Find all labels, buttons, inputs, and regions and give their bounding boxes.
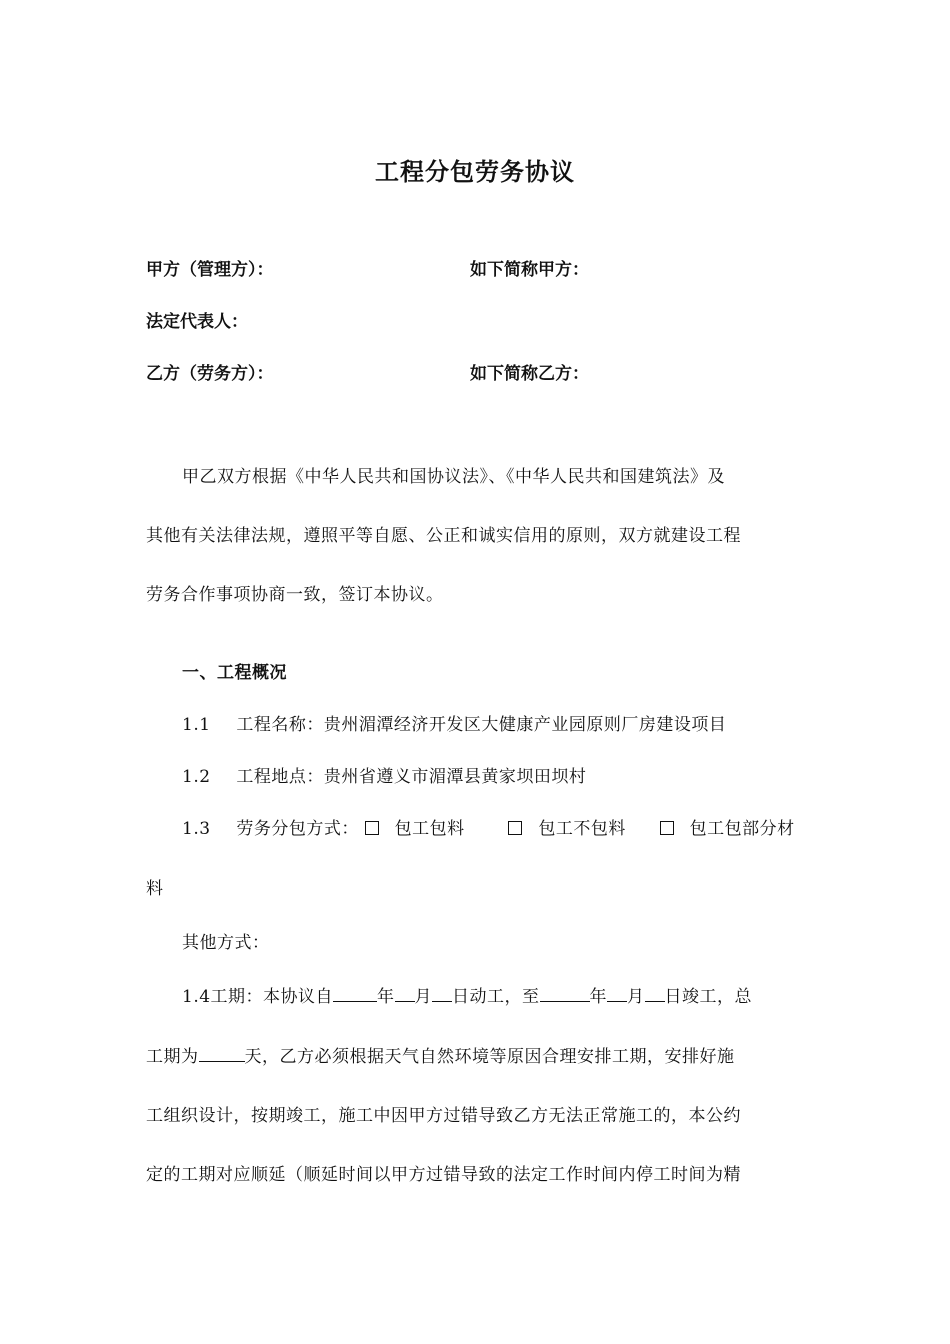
checkbox-icon[interactable] <box>660 821 674 835</box>
option-labor-and-materials: 包工包料 <box>394 819 465 839</box>
start-day-blank[interactable] <box>432 985 452 1002</box>
intro-line-2: 其他有关法律法规，遵照平等自愿、公正和诚实信用的原则，双方就建设工程 <box>146 526 741 546</box>
month-label: 月 <box>414 987 433 1007</box>
end-month-blank[interactable] <box>607 985 627 1002</box>
start-month-blank[interactable] <box>395 985 415 1002</box>
item-1-4-lead: 1.4工期：本协议自 <box>182 987 334 1007</box>
item-1-2-text: 工程地点：贵州省遵义市湄潭县黄家坝田坝村 <box>236 767 587 787</box>
total-days-blank[interactable] <box>199 1045 245 1062</box>
year-label: 年 <box>589 987 608 1007</box>
item-1-2-number: 1.2 <box>182 767 211 787</box>
document-title: 工程分包劳务协议 <box>375 158 575 186</box>
item-1-3-number: 1.3 <box>182 819 211 839</box>
party-a-label: 甲方（管理方）： <box>146 260 274 280</box>
party-a-row <box>146 255 589 280</box>
period-line <box>146 1042 735 1067</box>
period-text: 天，乙方必须根据天气自然环境等原因合理安排工期，安排好施 <box>244 1047 735 1067</box>
end-day-label: 日竣工，总 <box>664 987 753 1007</box>
intro-line-3: 劳务合作事项协商一致，签订本协议。 <box>146 585 444 605</box>
checkbox-icon[interactable] <box>365 821 379 835</box>
option-labor-partial-materials: 包工包部分材 <box>689 819 795 839</box>
section-1-heading: 一、工程概况 <box>182 663 287 683</box>
end-year-blank[interactable] <box>540 985 590 1002</box>
option-labor-only: 包工不包料 <box>538 819 626 839</box>
start-day-label: 日动工，至 <box>452 987 540 1007</box>
item-1-4-line-3: 工组织设计，按期竣工，施工中因甲方过错导致乙方无法正常施工的，本公约 <box>146 1106 741 1126</box>
start-year-blank[interactable] <box>333 985 377 1002</box>
intro-line-1: 甲乙双方根据《中华人民共和国协议法》、《中华人民共和国建筑法》及 <box>182 467 725 487</box>
item-1-4-line-4: 定的工期对应顺延（顺延时间以甲方过错导致的法定工作时间内停工时间为精 <box>146 1165 741 1185</box>
month-label: 月 <box>627 987 645 1007</box>
other-method-label: 其他方式： <box>182 933 270 953</box>
item-1-3-wrap: 料 <box>146 879 164 899</box>
legal-rep-label: 法定代表人： <box>146 312 248 332</box>
item-1-1-number: 1.1 <box>182 715 211 735</box>
legal-rep-row <box>146 307 248 332</box>
item-1-1 <box>182 710 726 735</box>
item-1-4 <box>182 982 752 1007</box>
item-1-2 <box>182 762 586 787</box>
year-label: 年 <box>377 987 395 1007</box>
item-1-3 <box>182 814 795 839</box>
checkbox-icon[interactable] <box>508 821 522 835</box>
period-label: 工期为 <box>146 1047 199 1067</box>
party-b-short-label: 如下简称乙方： <box>470 364 589 384</box>
party-b-row <box>146 359 589 384</box>
party-a-short-label: 如下简称甲方： <box>470 260 589 280</box>
party-b-label: 乙方（劳务方）： <box>146 364 274 384</box>
item-1-1-text: 工程名称：贵州湄潭经济开发区大健康产业园原则厂房建设项目 <box>236 715 727 735</box>
end-day-blank[interactable] <box>645 985 665 1002</box>
item-1-3-label: 劳务分包方式： <box>236 819 359 839</box>
